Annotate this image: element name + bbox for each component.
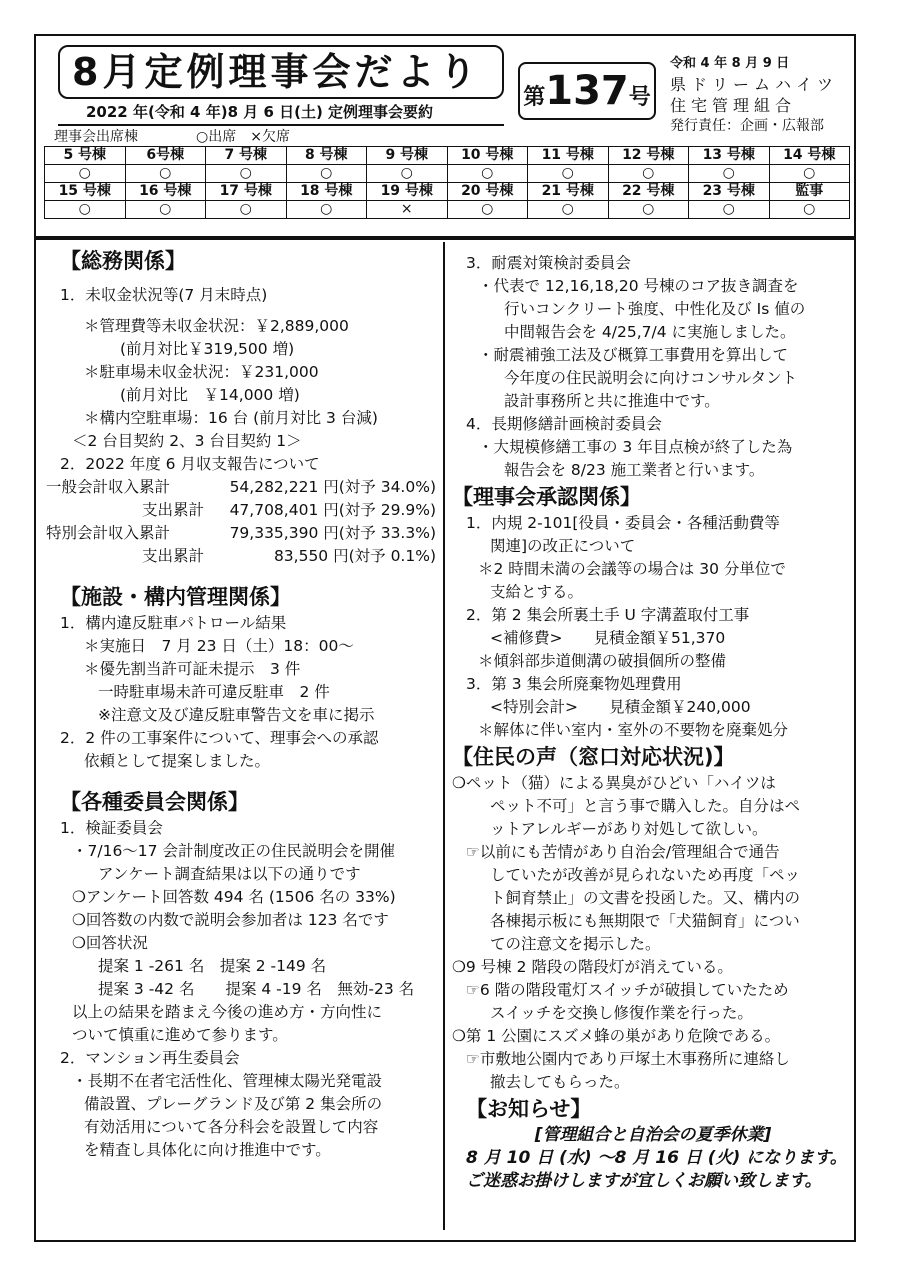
- building-name: 7 号棟: [206, 147, 287, 165]
- section-title-iinkai: 【各種委員会関係】: [60, 790, 249, 814]
- attendance-mark: ○: [45, 201, 126, 219]
- attendance-table: [44, 146, 850, 219]
- attendance-mark: ○: [206, 201, 287, 219]
- fin-row: [46, 545, 438, 568]
- somu-text: ＜2 台目契約 2、3 台目契約 1＞: [72, 432, 302, 450]
- somu-text: ＊構内空駐車場：16 台 (前月対比 3 台減): [84, 409, 378, 427]
- iinkai-text: ❍アンケート回答数 494 名 (1506 名の 33%): [72, 888, 396, 906]
- building-name: 11 号棟: [528, 147, 609, 165]
- issue-suffix: 号: [628, 85, 651, 110]
- attendance-mark: ○: [689, 201, 770, 219]
- attendance-legend: ○出席 ×欠席: [196, 129, 290, 145]
- koe-text: ての注意文を掲示した。: [490, 935, 661, 953]
- building-name: 21 号棟: [528, 183, 609, 201]
- taishin-text: 設計事務所と共に推進中です。: [504, 392, 720, 410]
- iinkai-text: 備設置、プレーグランド及び第 2 集会所の: [84, 1095, 383, 1113]
- oshirase-subtitle: [管理組合と自治会の夏季休業]: [534, 1125, 772, 1145]
- shonin-item-1: 1．内規 2-101[役員・委員会・各種活動費等: [466, 514, 780, 532]
- koe-text: ☞市敷地公園内であり戸塚土木事務所に連絡し: [466, 1050, 790, 1068]
- meeting-subtitle: 2022 年(令和 4 年)8 月 6 日(土) 定例理事会要約: [58, 100, 504, 126]
- somu-item-2: 2．2022 年度 6 月収支報告について: [60, 455, 320, 473]
- shonin-text: ＊解体に伴い室内・室外の不要物を廃棄処分: [478, 721, 789, 739]
- choki-text: 報告会を 8/23 施工業者と行います。: [504, 461, 765, 479]
- issue-prefix: 第: [523, 85, 546, 110]
- attendance-mark: ○: [608, 165, 689, 183]
- iinkai-text: ついて慎重に進めて参ります。: [72, 1026, 288, 1044]
- attendance-mark: ○: [125, 165, 206, 183]
- publisher-block: [670, 54, 850, 136]
- section-title-koe: 【住民の声（窓口対応状況)】: [452, 745, 735, 769]
- building-name: 18 号棟: [286, 183, 367, 201]
- attendance-mark: ○: [528, 165, 609, 183]
- shisetsu-text: 依頼として提案しました。: [84, 752, 271, 770]
- shonin-item-2: 2．第 2 集会所裏土手 U 字溝蓋取付工事: [466, 606, 750, 624]
- taishin-text: 行いコンクリート強度、中性化及び Is 値の: [504, 300, 806, 318]
- building-name: 22 号棟: [608, 183, 689, 201]
- iinkai-text: ・7/16～17 会計制度改正の住民説明会を開催: [72, 842, 395, 860]
- shonin-text: <特別会計> 見積金額￥240,000: [490, 698, 751, 716]
- section-title-shisetsu: 【施設・構内管理関係】: [60, 585, 291, 609]
- somu-text: ＊管理費等未収金状況：￥2,889,000: [84, 317, 349, 335]
- koe-text: ❍ペット（猫）による異臭がひどい「ハイツは: [452, 774, 776, 792]
- somu-text: (前月対比 ￥14,000 増): [120, 386, 300, 404]
- right-column: [452, 252, 854, 1193]
- oshirase-line-1: 8 月 10 日 (水) ～8 月 16 日 (火) になります。: [466, 1148, 847, 1168]
- left-column: [46, 246, 438, 1162]
- building-name: 10 号棟: [447, 147, 528, 165]
- building-name: 23 号棟: [689, 183, 770, 201]
- fin-label: 一般会計収入累計: [46, 478, 171, 496]
- attendance-mark: ○: [447, 165, 528, 183]
- attendance-label: 理事会出席棟: [54, 129, 138, 145]
- building-name: 15 号棟: [45, 183, 126, 201]
- attendance-mark: ○: [125, 201, 206, 219]
- issue-number-box: [518, 62, 656, 120]
- attendance-mark: ○: [528, 201, 609, 219]
- attendance-mark: ○: [286, 165, 367, 183]
- shonin-text: ＊2 時間未満の会議等の場合は 30 分単位で: [478, 560, 786, 578]
- org-name-1: 県ドリームハイツ: [670, 75, 839, 94]
- fin-label: 支出累計: [141, 501, 204, 519]
- building-name: 16 号棟: [125, 183, 206, 201]
- taishin-text: ・耐震補強工法及び概算工事費用を算出して: [478, 346, 789, 364]
- attendance-mark: ○: [447, 201, 528, 219]
- attendance-mark: ○: [45, 165, 126, 183]
- building-name: 13 号棟: [689, 147, 770, 165]
- shisetsu-text: ＊実施日 7 月 23 日（土）18：00～: [84, 637, 354, 655]
- column-divider: [443, 242, 445, 1230]
- shisetsu-text: ＊優先割当許可証未提示 3 件: [84, 660, 301, 678]
- fin-label: 特別会計収入累計: [46, 524, 171, 542]
- fin-value: 47,708,401 円(対予 29.9%): [229, 501, 436, 519]
- choki-text: ・大規模修繕工事の 3 年目点検が終了した為: [478, 438, 793, 456]
- iinkai-text: 提案 3 -42 名 提案 4 -19 名 無効-23 名: [98, 980, 415, 998]
- fin-value: 83,550 円(対予 0.1%): [273, 547, 436, 565]
- taishin-text: ・代表で 12,16,18,20 号棟のコア抜き調査を: [478, 277, 799, 295]
- building-name: 5 号棟: [45, 147, 126, 165]
- iinkai-item-2: 2．マンション再生委員会: [60, 1049, 240, 1067]
- building-name: 14 号棟: [769, 147, 850, 165]
- taishin-text: 中間報告会を 4/25,7/4 に実施しました。: [504, 323, 796, 341]
- attendance-mark: ○: [608, 201, 689, 219]
- iinkai-text: ❍回答数の内数で説明会参加者は 123 名です: [72, 911, 389, 929]
- koe-text: ペット不可」と言う事で購入した。自分はペ: [490, 797, 801, 815]
- building-name: 17 号棟: [206, 183, 287, 201]
- koe-text: ☞以前にも苦情があり自治会/管理組合で通告: [466, 843, 780, 861]
- org-name-2: 住宅管理組合: [670, 96, 797, 115]
- attendance-mark: ×: [367, 201, 448, 219]
- attendance-mark: ○: [367, 165, 448, 183]
- building-name: 9 号棟: [367, 147, 448, 165]
- section-title-shonin: 【理事会承認関係】: [452, 485, 641, 509]
- taishin-text: 今年度の住民説明会に向けコンサルタント: [504, 369, 798, 387]
- building-name: 20 号棟: [447, 183, 528, 201]
- attendance-mark: ○: [769, 201, 850, 219]
- building-name: 6号棟: [125, 147, 206, 165]
- attendance-mark: ○: [286, 201, 367, 219]
- iinkai-text: ・長期不在者宅活性化、管理棟太陽光発電設: [72, 1072, 383, 1090]
- oshirase-line-2: ご迷惑お掛けしますが宜しくお願い致します。: [466, 1171, 822, 1191]
- shisetsu-item-1: 1．構内違反駐車パトロール結果: [60, 614, 287, 632]
- koe-text: 撤去してもらった。: [490, 1073, 630, 1091]
- newsletter-title: 8月定例理事会だより: [58, 45, 504, 99]
- attendance-mark: ○: [689, 165, 770, 183]
- building-name: 12 号棟: [608, 147, 689, 165]
- somu-text: (前月対比￥319,500 増): [120, 340, 295, 358]
- koe-text: していたが改善が見られないため再度「ペッ: [490, 866, 801, 884]
- issue-number: 137: [545, 68, 629, 114]
- koe-text: ☞6 階の階段電灯スイッチが破損していたため: [466, 981, 789, 999]
- publisher: 発行責任：企画・広報部: [670, 118, 824, 134]
- shisetsu-item-2: 2．2 件の工事案件について、理事会への承認: [60, 729, 379, 747]
- section-title-oshirase: 【お知らせ】: [466, 1097, 592, 1121]
- header-separator: [36, 236, 854, 240]
- fin-row: [46, 522, 438, 545]
- building-name: 19 号棟: [367, 183, 448, 201]
- koe-text: ❍9 号棟 2 階段の階段灯が消えている。: [452, 958, 733, 976]
- koe-text: ットアレルギーがあり対処して欲しい。: [490, 820, 768, 838]
- iinkai-text: を精査し具体化に向け推進中です。: [84, 1141, 331, 1159]
- taishin-item-3: 3．耐震対策検討委員会: [466, 254, 631, 272]
- choki-item-4: 4．長期修繕計画検討委員会: [466, 415, 662, 433]
- shisetsu-text: ※注意文及び違反駐車警告文を車に掲示: [98, 706, 375, 724]
- shisetsu-text: 一時駐車場未許可違反駐車 2 件: [98, 683, 330, 701]
- koe-text: ❍第 1 公園にスズメ蜂の巣があり危険である。: [452, 1027, 781, 1045]
- somu-item-1: 1．未収金状況等(7 月末時点): [60, 286, 268, 304]
- iinkai-item-1: 1．検証委員会: [60, 819, 163, 837]
- iinkai-text: 以上の結果を踏まえ今後の進め方・方向性に: [72, 1003, 383, 1021]
- attendance-mark: ○: [206, 165, 287, 183]
- somu-text: ＊駐車場未収金状況：￥231,000: [84, 363, 319, 381]
- koe-text: スイッチを交換し修復作業を行った。: [490, 1004, 753, 1022]
- fin-value: 54,282,221 円(対予 34.0%): [229, 478, 436, 496]
- iinkai-text: 有効活用について各分科会を設置して内容: [84, 1118, 379, 1136]
- shonin-text: ＊傾斜部歩道側溝の破損個所の整備: [478, 652, 727, 670]
- fin-label: 支出累計: [141, 547, 204, 565]
- shonin-text: <補修費> 見積金額￥51,370: [490, 629, 726, 647]
- attendance-mark: ○: [769, 165, 850, 183]
- koe-text: ト飼育禁止」の文書を投函した。又、構内の: [490, 889, 801, 907]
- iinkai-text: ❍回答状況: [72, 934, 148, 952]
- koe-text: 各棟掲示板にも無期限で「犬猫飼育」につい: [490, 912, 800, 930]
- issue-date: 令和 4 年 8 月 9 日: [670, 56, 790, 71]
- fin-row: [46, 476, 438, 499]
- building-name: 8 号棟: [286, 147, 367, 165]
- section-title-somu: 【総務関係】: [60, 249, 186, 273]
- iinkai-text: 提案 1 -261 名 提案 2 -149 名: [98, 957, 327, 975]
- building-name: 監事: [769, 183, 850, 201]
- fin-value: 79,335,390 円(対予 33.3%): [229, 524, 436, 542]
- shonin-text: 支給とする。: [490, 583, 584, 601]
- fin-row: [46, 499, 438, 522]
- iinkai-text: アンケート調査結果は以下の通りです: [98, 865, 361, 883]
- shonin-item-3: 3．第 3 集会所廃棄物処理費用: [466, 675, 682, 693]
- shonin-text: 関連]の改正について: [490, 537, 636, 555]
